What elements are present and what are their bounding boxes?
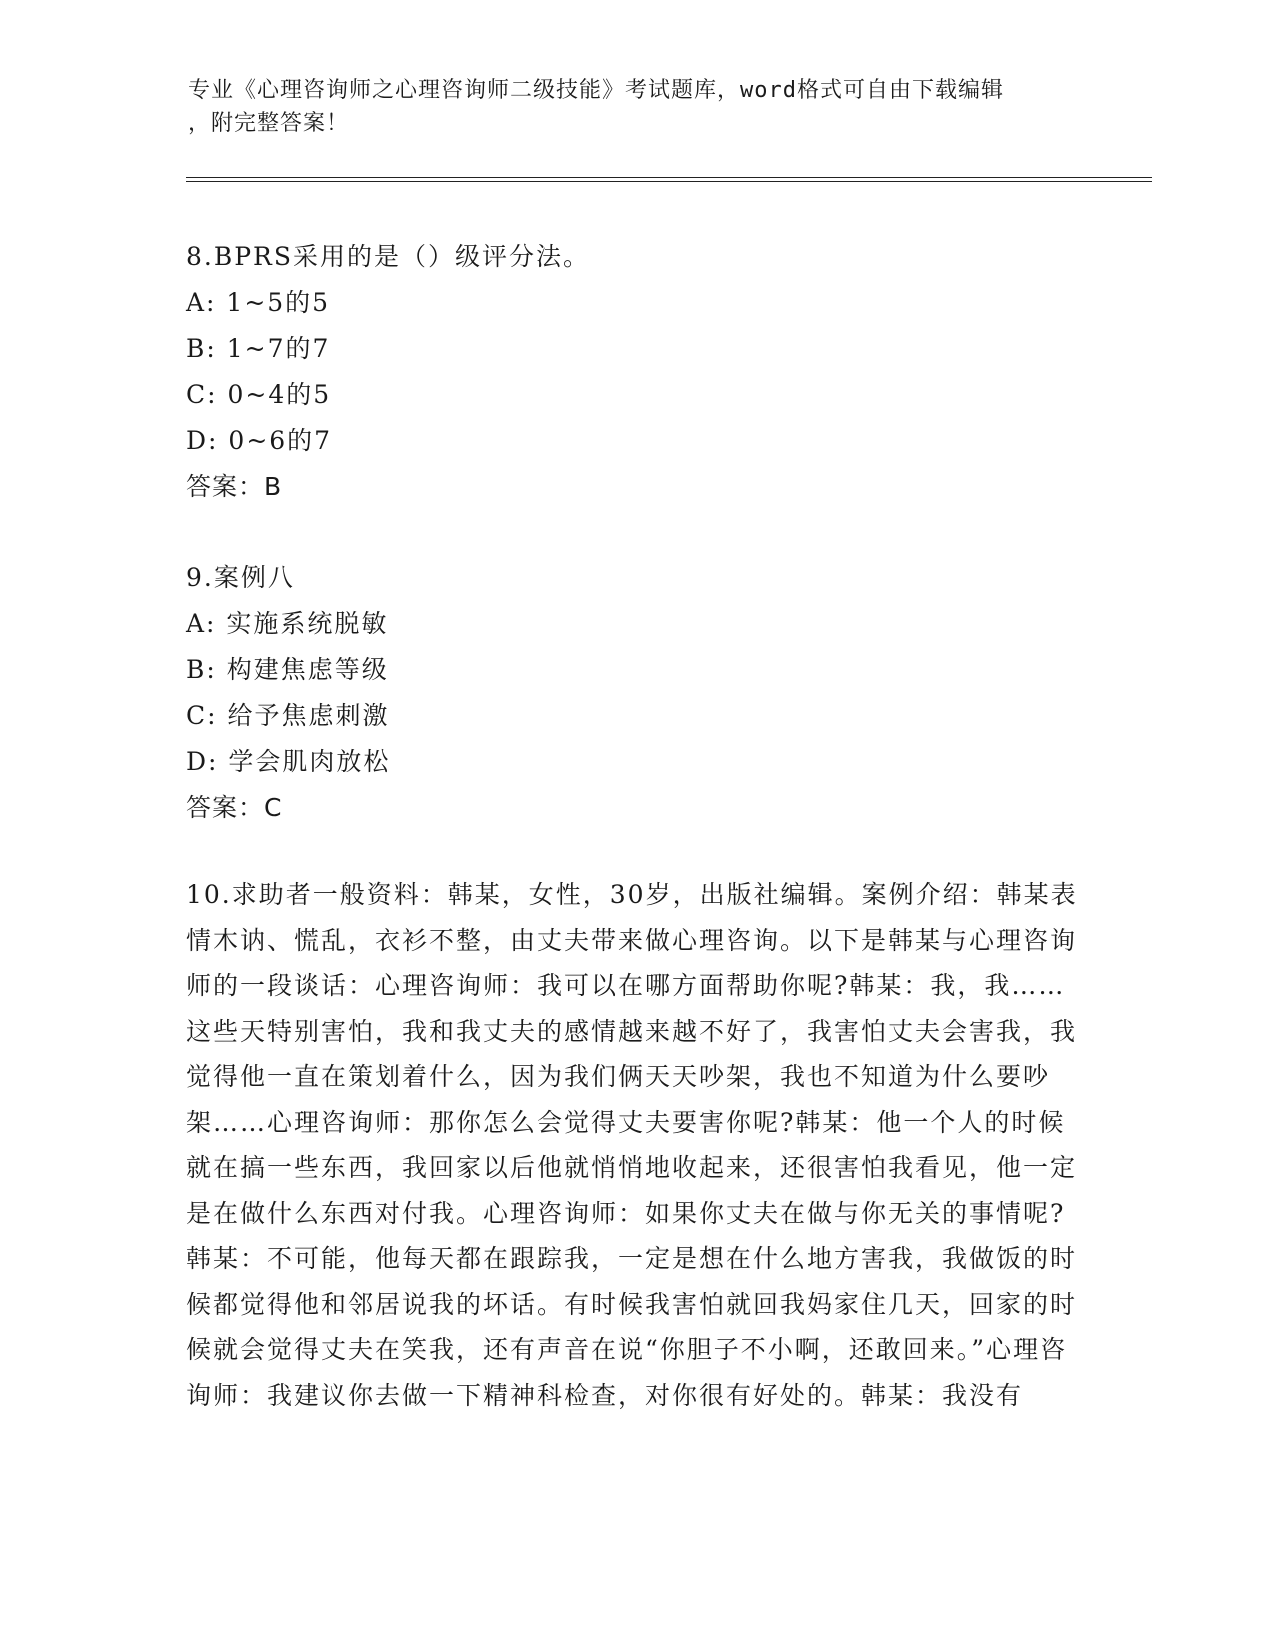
answer-label: 答案：C	[186, 793, 283, 822]
header-line-2: ，附完整答案！	[188, 111, 350, 136]
option-b: B: 构建焦虑等级	[186, 655, 389, 684]
question-stem: 10.求助者一般资料：韩某，女性，30岁，出版社编辑。案例介绍：韩某表情木讷、慌乱，衣衫不整，由丈夫带来做心理咨询。以下是韩某与心理咨询师的一段谈话：心理咨询师：我可以在哪方面帮助你呢?韩某：我，我……这些天特别害怕，我和我丈夫的感情越来越不好了，我害怕丈夫会害我，我觉得他一直在策划着什么，因为我们俩天天吵架，我也不知道为什么要吵架……心理咨询师：那你怎么会觉得丈夫要害你呢?韩某：他一个人的时候就在搞一些东西，我回家以后他就悄悄地收起来，还很害怕我看见，他一定是在做什么东西对付我。心理咨询师：如果你丈夫在做与你无关的事情呢?韩某：不可能，他每天都在跟踪我，一定是想在什么地方害我，我做饭的时候都觉得他和邻居说我的坏话。有时候我害怕就回我妈家住几天，回家的时候就会觉得丈夫在笑我，还有声音在说“你胆子不小啊，还敢回来。”心理咨询师：我建议你去做一下精神科检查，对你很有好处的。韩某：我没有	[186, 880, 1078, 1410]
option-c: C: 给予焦虑刺激	[186, 701, 390, 730]
question-10	[186, 872, 1086, 1418]
option-d: D: 学会肌肉放松	[186, 747, 391, 776]
option-b: B: 1~7的7	[186, 334, 331, 363]
header-line-1: 专业《心理咨询师之心理咨询师二级技能》考试题库，word格式可自由下载编辑	[188, 78, 1004, 103]
header-divider-top	[186, 177, 1152, 178]
header-divider-bottom	[186, 181, 1152, 182]
option-c: C: 0~4的5	[186, 380, 332, 409]
question-8	[186, 234, 590, 510]
option-a: A: 1~5的5	[186, 288, 331, 317]
option-d: D: 0~6的7	[186, 426, 333, 455]
answer-label: 答案：B	[186, 472, 283, 501]
question-stem: 8.BPRS采用的是（）级评分法。	[186, 242, 590, 271]
option-a: A: 实施系统脱敏	[186, 609, 389, 638]
question-9	[186, 555, 390, 831]
question-stem: 9.案例八	[186, 563, 295, 592]
document-header	[188, 74, 1068, 140]
